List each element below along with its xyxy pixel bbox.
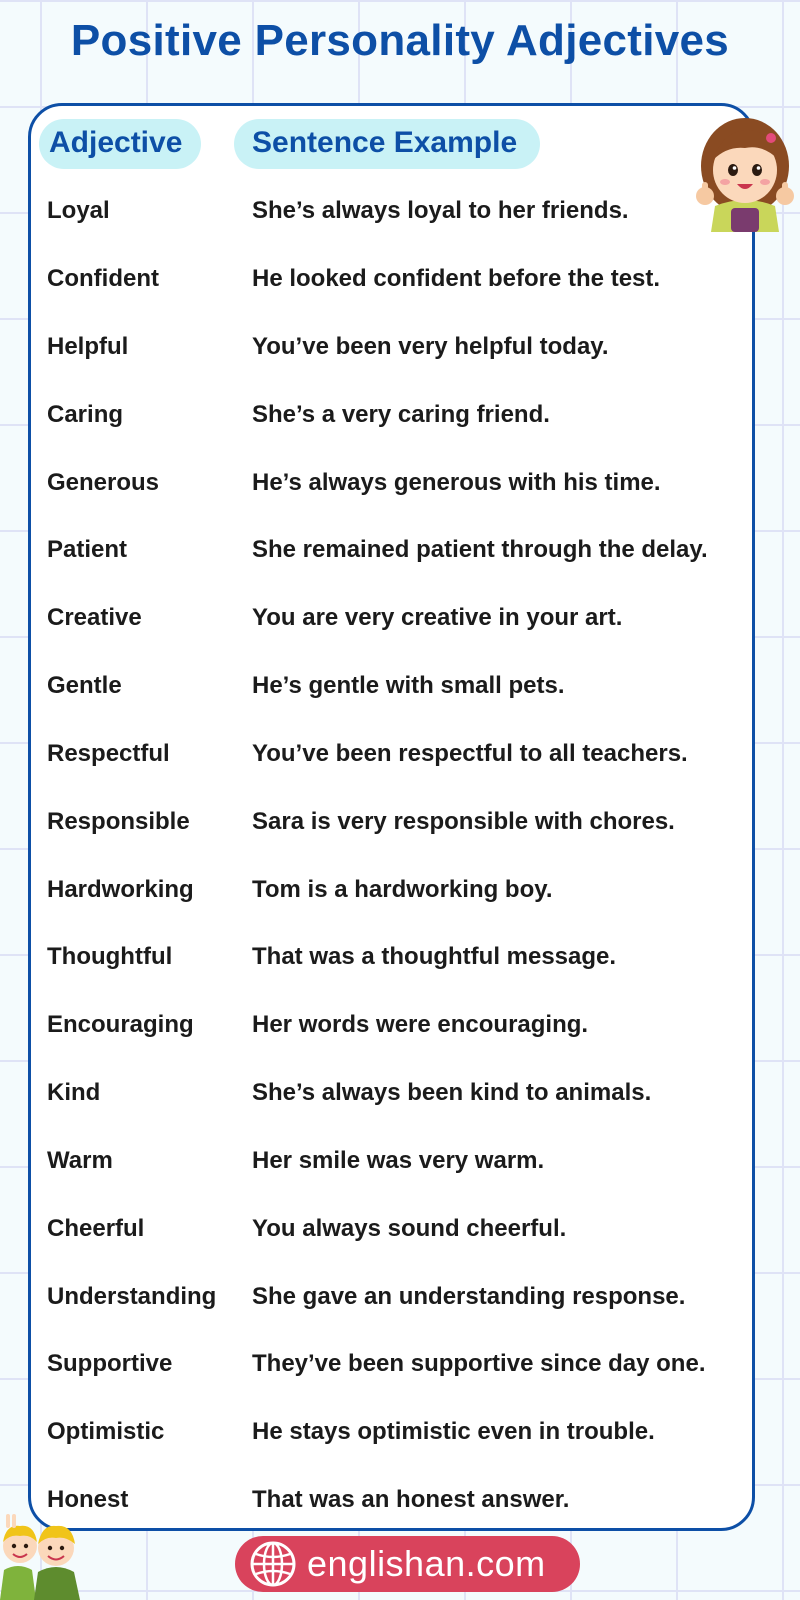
adjective-cell: Thoughtful	[47, 943, 173, 970]
table-row	[0, 463, 800, 503]
column-header-sentence-example: Sentence Example	[234, 119, 540, 169]
adjective-cell: Understanding	[47, 1283, 217, 1310]
globe-icon	[249, 1540, 297, 1588]
example-cell: Tom is a hardworking boy.	[252, 876, 553, 903]
example-cell: That was a thoughtful message.	[252, 943, 617, 970]
table-row	[0, 1412, 800, 1452]
example-cell: She’s always been kind to animals.	[252, 1079, 652, 1106]
table-row	[0, 734, 800, 774]
example-cell: You’ve been very helpful today.	[252, 333, 609, 360]
adjective-cell: Creative	[47, 604, 142, 631]
adjective-cell: Optimistic	[47, 1418, 165, 1445]
example-cell: He’s gentle with small pets.	[252, 672, 565, 699]
table-row	[0, 666, 800, 706]
example-cell: She gave an understanding response.	[252, 1283, 686, 1310]
example-cell: Sara is very responsible with chores.	[252, 808, 675, 835]
table-row	[0, 937, 800, 977]
example-cell: He’s always generous with his time.	[252, 469, 661, 496]
adjective-cell: Honest	[47, 1486, 129, 1513]
table-row	[0, 870, 800, 910]
adjective-cell: Caring	[47, 401, 124, 428]
adjective-cell: Helpful	[47, 333, 129, 360]
adjective-cell: Patient	[47, 536, 128, 563]
table-row	[0, 1005, 800, 1045]
adjective-cell: Warm	[47, 1147, 113, 1174]
example-cell: That was an honest answer.	[252, 1486, 570, 1513]
table-row	[0, 1480, 800, 1520]
table-row	[0, 598, 800, 638]
two-boys-icon	[0, 1512, 84, 1600]
website-url[interactable]: englishan.com	[307, 1543, 546, 1584]
girl-thumbs-up-icon	[693, 108, 797, 232]
adjective-cell: Encouraging	[47, 1011, 194, 1038]
table-row	[0, 530, 800, 570]
table-row	[0, 1141, 800, 1181]
table-row	[0, 327, 800, 367]
example-cell: He looked confident before the test.	[252, 265, 661, 292]
table-row	[0, 802, 800, 842]
example-cell: Her words were encouraging.	[252, 1011, 589, 1038]
column-header-adjective: Adjective	[39, 119, 201, 169]
example-cell: She’s always loyal to her friends.	[252, 197, 629, 224]
adjective-cell: Confident	[47, 265, 159, 292]
website-badge[interactable]	[235, 1536, 580, 1592]
adjective-cell: Gentle	[47, 672, 122, 699]
adjective-cell: Responsible	[47, 808, 190, 835]
adjective-cell: Hardworking	[47, 876, 194, 903]
table-row	[0, 1277, 800, 1317]
table-row	[0, 259, 800, 299]
adjective-cell: Kind	[47, 1079, 101, 1106]
adjective-cell: Generous	[47, 469, 160, 496]
example-cell: You always sound cheerful.	[252, 1215, 567, 1242]
adjective-cell: Loyal	[47, 197, 110, 224]
example-cell: He stays optimistic even in trouble.	[252, 1418, 655, 1445]
adjective-cell: Supportive	[47, 1350, 173, 1377]
example-cell: Her smile was very warm.	[252, 1147, 545, 1174]
adjective-cell: Respectful	[47, 740, 170, 767]
example-cell: She’s a very caring friend.	[252, 401, 550, 428]
table-row	[0, 1073, 800, 1113]
example-cell: You’ve been respectful to all teachers.	[252, 740, 688, 767]
table-row	[0, 191, 800, 231]
page-title: Positive Personality Adjectives	[70, 16, 730, 65]
example-cell: She remained patient through the delay.	[252, 536, 708, 563]
example-cell: You are very creative in your art.	[252, 604, 623, 631]
table-row	[0, 1209, 800, 1249]
adjective-cell: Cheerful	[47, 1215, 145, 1242]
table-row	[0, 1344, 800, 1384]
table-row	[0, 395, 800, 435]
example-cell: They’ve been supportive since day one.	[252, 1350, 706, 1377]
